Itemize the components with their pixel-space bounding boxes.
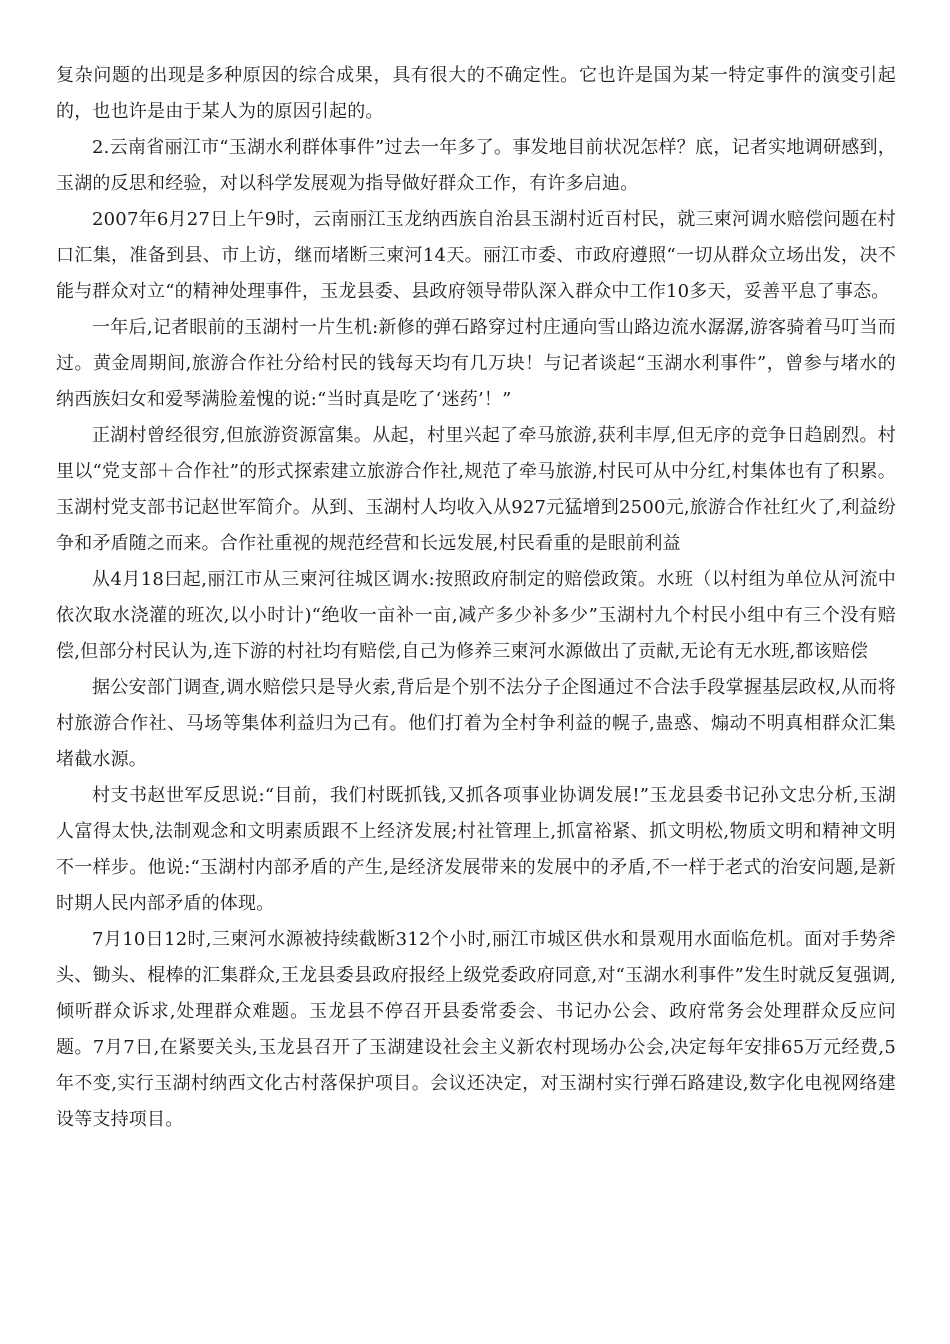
paragraph-9: 7月10日12时,三柬河水源被持续截断312个小时,丽江市城区供水和景观用水面临危机。面对手势斧头、锄头、棍棒的汇集群众,王龙县委县政府报经上级党委政府同意,对“玉湖水利事件”发生时就反复强调,倾听群众诉求,处理群众难题。玉龙县不停召开县委常委会、书记办公会、政府常务会处理群众反应问题。7月7日,在紧要关头,玉龙县召开了玉湖建设社会主义新农村现场办公会,决定每年安排65万元经费,5年不变,实行玉湖村纳西文化古村落保护项目。会议还决定，对玉湖村实行弹石路建设,数字化电视网络建设等支持项目。 bbox=[56, 929, 896, 1130]
paragraph-8: 村支书赵世军反思说:“目前，我们村既抓钱,又抓各项事业协调发展!”玉龙县委书记孙文忠分析,玉湖人富得太快,法制观念和文明素质跟不上经济发展;村社管理上,抓富裕紧、抓文明松,物质文明和精神文明不一样步。他说:“玉湖村内部矛盾的产生,是经济发展带来的发展中的矛盾,不一样于老式的治安问题,是新时期人民内部矛盾的体现。 bbox=[56, 785, 896, 914]
document-body bbox=[56, 58, 896, 1138]
paragraph-3: 2007年6月27日上午9时，云南丽江玉龙纳西族自治县玉湖村近百村民，就三柬河调水赔偿问题在村口汇集，准备到县、市上访，继而堵断三柬河14天。丽江市委、市政府遵照“一切从群众立场出发，决不能与群众对立“的精神处理事件，玉龙县委、县政府领导带队深入群众中工作10多天，妥善平息了事态。 bbox=[56, 209, 896, 302]
paragraph-1: 复杂问题的出现是多种原因的综合成果，具有很大的不确定性。它也许是国为某一特定事件的演变引起的，也也许是由于某人为的原因引起的。 bbox=[56, 65, 896, 122]
paragraph-4: 一年后,记者眼前的玉湖村一片生机:新修的弹石路穿过村庄通向雪山路边流水潺潺,游客骑着马叮当而过。黄金周期间,旅游合作社分给村民的钱每天均有几万块！与记者谈起“玉湖水利事件”，曾参与堵水的纳西族妇女和爱琴满脸羞愧的说:“当时真是吃了‘迷药’！” bbox=[56, 317, 896, 410]
paragraph-2: 2.云南省丽江市“玉湖水利群体事件”过去一年多了。事发地目前状况怎样？底，记者实地调研感到，玉湖的反思和经验，对以科学发展观为指导做好群众工作，有许多启迪。 bbox=[56, 137, 896, 194]
paragraph-7: 据公安部门调查,调水赔偿只是导火索,背后是个别不法分子企图通过不合法手段掌握基层政权,从而将村旅游合作社、马场等集体利益归为己有。他们打着为全村争利益的幌子,蛊惑、煽动不明真相群众汇集堵截水源。 bbox=[56, 677, 896, 770]
paragraph-5: 正湖村曾经很穷,但旅游资源富集。从起，村里兴起了牵马旅游,获利丰厚,但无序的竞争日趋剧烈。村里以“党支部＋合作社”的形式探索建立旅游合作社,规范了牵马旅游,村民可从中分红,村集体也有了积累。玉湖村党支部书记赵世军简介。从到、玉湖村人均收入从927元猛增到2500元,旅游合作社红火了,利益纷争和矛盾随之而来。合作社重视的规范经营和长远发展,村民看重的是眼前利益 bbox=[56, 425, 896, 554]
paragraph-6: 从4月18曰起,丽江市从三柬河往城区调水:按照政府制定的赔偿政策。水班（以村组为单位从河流中依次取水浇灌的班次,以小时计)“绝收一亩补一亩,减产多少补多少”玉湖村九个村民小组中有三个没有赔偿,但部分村民认为,连下游的村社均有赔偿,自己为修养三柬河水源做出了贡献,无论有无水班,都该赔偿 bbox=[56, 569, 896, 662]
